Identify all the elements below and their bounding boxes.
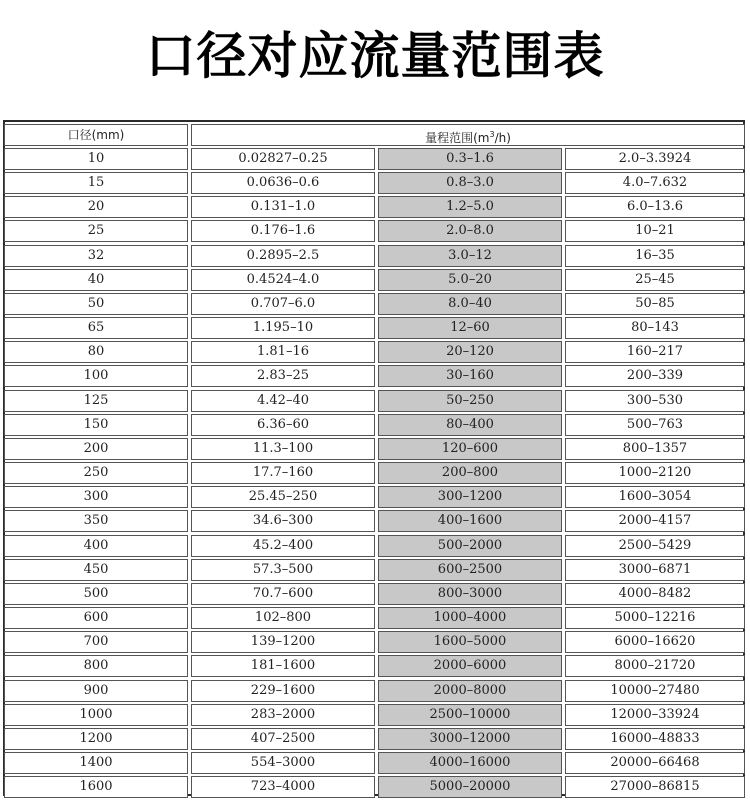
diameter-cell: 500	[4, 583, 188, 605]
diameter-cell: 1000	[4, 704, 188, 726]
range-low-cell: 723–4000	[191, 776, 375, 798]
range-mid-cell: 4000–16000	[378, 752, 562, 774]
diameter-cell: 50	[4, 293, 188, 315]
range-low-cell: 1.81–16	[191, 341, 375, 363]
range-high-cell: 4000–8482	[565, 583, 745, 605]
diameter-cell: 125	[4, 390, 188, 412]
range-high-cell: 2.0–3.3924	[565, 148, 745, 170]
range-mid-cell: 80–400	[378, 414, 562, 436]
range-low-cell: 0.4524–4.0	[191, 269, 375, 291]
diameter-cell: 250	[4, 462, 188, 484]
range-high-cell: 80–143	[565, 317, 745, 339]
table-row	[4, 462, 745, 484]
table-row	[4, 631, 745, 653]
table-row	[4, 414, 745, 436]
diameter-cell: 800	[4, 655, 188, 677]
diameter-cell: 200	[4, 438, 188, 460]
diameter-cell: 900	[4, 680, 188, 702]
range-low-cell: 11.3–100	[191, 438, 375, 460]
range-mid-cell: 20–120	[378, 341, 562, 363]
range-mid-cell: 400–1600	[378, 510, 562, 532]
table-row	[4, 245, 745, 267]
range-mid-cell: 30–160	[378, 365, 562, 387]
range-low-cell: 0.707–6.0	[191, 293, 375, 315]
table-row	[4, 269, 745, 291]
range-high-cell: 4.0–7.632	[565, 172, 745, 194]
table-row	[4, 655, 745, 677]
range-low-cell: 45.2–400	[191, 535, 375, 557]
range-low-cell: 0.2895–2.5	[191, 245, 375, 267]
range-high-cell: 3000–6871	[565, 559, 745, 581]
range-low-cell: 4.42–40	[191, 390, 375, 412]
range-high-cell: 2000–4157	[565, 510, 745, 532]
diameter-cell: 20	[4, 196, 188, 218]
range-mid-cell: 3000–12000	[378, 728, 562, 750]
table-row	[4, 559, 745, 581]
table-row	[4, 704, 745, 726]
range-mid-cell: 120–600	[378, 438, 562, 460]
diameter-cell: 1200	[4, 728, 188, 750]
range-high-cell: 12000–33924	[565, 704, 745, 726]
diameter-cell: 1400	[4, 752, 188, 774]
range-mid-cell: 2.0–8.0	[378, 220, 562, 242]
range-high-cell: 25–45	[565, 269, 745, 291]
range-high-cell: 1600–3054	[565, 486, 745, 508]
range-high-cell: 6000–16620	[565, 631, 745, 653]
table-row	[4, 317, 745, 339]
range-low-cell: 0.131–1.0	[191, 196, 375, 218]
table-row	[4, 510, 745, 532]
diameter-cell: 100	[4, 365, 188, 387]
range-low-cell: 181–1600	[191, 655, 375, 677]
range-mid-cell: 1600–5000	[378, 631, 562, 653]
range-low-cell: 70.7–600	[191, 583, 375, 605]
range-low-cell: 554–3000	[191, 752, 375, 774]
diameter-cell: 1600	[4, 776, 188, 798]
table-header-row	[4, 124, 745, 146]
range-high-cell: 20000–66468	[565, 752, 745, 774]
diameter-cell: 15	[4, 172, 188, 194]
range-mid-cell: 5000–20000	[378, 776, 562, 798]
range-high-cell: 2500–5429	[565, 535, 745, 557]
range-high-cell: 200–339	[565, 365, 745, 387]
range-mid-cell: 800–3000	[378, 583, 562, 605]
diameter-cell: 700	[4, 631, 188, 653]
range-low-cell: 57.3–500	[191, 559, 375, 581]
header-flow-range-prefix: 量程范围(m	[425, 131, 490, 145]
range-mid-cell: 500–2000	[378, 535, 562, 557]
range-low-cell: 229–1600	[191, 680, 375, 702]
range-low-cell: 0.0636–0.6	[191, 172, 375, 194]
range-low-cell: 0.02827–0.25	[191, 148, 375, 170]
range-low-cell: 407–2500	[191, 728, 375, 750]
table-row	[4, 752, 745, 774]
range-high-cell: 500–763	[565, 414, 745, 436]
table-row	[4, 486, 745, 508]
range-mid-cell: 5.0–20	[378, 269, 562, 291]
range-low-cell: 6.36–60	[191, 414, 375, 436]
range-high-cell: 1000–2120	[565, 462, 745, 484]
range-mid-cell: 0.8–3.0	[378, 172, 562, 194]
range-low-cell: 1.195–10	[191, 317, 375, 339]
range-mid-cell: 1000–4000	[378, 607, 562, 629]
range-mid-cell: 0.3–1.6	[378, 148, 562, 170]
table-row	[4, 293, 745, 315]
table-row	[4, 776, 745, 798]
range-high-cell: 50–85	[565, 293, 745, 315]
range-mid-cell: 1.2–5.0	[378, 196, 562, 218]
diameter-cell: 150	[4, 414, 188, 436]
table-row	[4, 583, 745, 605]
range-high-cell: 16000–48833	[565, 728, 745, 750]
range-low-cell: 139–1200	[191, 631, 375, 653]
diameter-cell: 40	[4, 269, 188, 291]
table-row	[4, 438, 745, 460]
range-high-cell: 800–1357	[565, 438, 745, 460]
range-high-cell: 6.0–13.6	[565, 196, 745, 218]
range-mid-cell: 2000–6000	[378, 655, 562, 677]
diameter-cell: 400	[4, 535, 188, 557]
range-low-cell: 283–2000	[191, 704, 375, 726]
range-low-cell: 0.176–1.6	[191, 220, 375, 242]
diameter-cell: 450	[4, 559, 188, 581]
range-high-cell: 300–530	[565, 390, 745, 412]
table-row	[4, 680, 745, 702]
table-row	[4, 535, 745, 557]
range-low-cell: 2.83–25	[191, 365, 375, 387]
header-diameter: 口径(mm)	[4, 124, 188, 146]
header-flow-range-sup: 3	[489, 130, 495, 139]
table-row	[4, 728, 745, 750]
range-mid-cell: 600–2500	[378, 559, 562, 581]
diameter-cell: 300	[4, 486, 188, 508]
range-high-cell: 27000–86815	[565, 776, 745, 798]
diameter-cell: 600	[4, 607, 188, 629]
range-mid-cell: 3.0–12	[378, 245, 562, 267]
range-low-cell: 17.7–160	[191, 462, 375, 484]
range-low-cell: 34.6–300	[191, 510, 375, 532]
table-row	[4, 607, 745, 629]
range-high-cell: 5000–12216	[565, 607, 745, 629]
range-mid-cell: 2500–10000	[378, 704, 562, 726]
range-mid-cell: 50–250	[378, 390, 562, 412]
range-mid-cell: 200–800	[378, 462, 562, 484]
range-high-cell: 160–217	[565, 341, 745, 363]
table-row	[4, 220, 745, 242]
range-high-cell: 10000–27480	[565, 680, 745, 702]
table-row	[4, 148, 745, 170]
range-low-cell: 102–800	[191, 607, 375, 629]
header-flow-range-suffix: /h)	[494, 131, 511, 145]
range-mid-cell: 300–1200	[378, 486, 562, 508]
diameter-cell: 65	[4, 317, 188, 339]
range-mid-cell: 8.0–40	[378, 293, 562, 315]
table-row	[4, 196, 745, 218]
table-row	[4, 172, 745, 194]
range-high-cell: 8000–21720	[565, 655, 745, 677]
table-row	[4, 341, 745, 363]
diameter-cell: 350	[4, 510, 188, 532]
diameter-cell: 80	[4, 341, 188, 363]
range-mid-cell: 2000–8000	[378, 680, 562, 702]
table-row	[4, 365, 745, 387]
range-mid-cell: 12–60	[378, 317, 562, 339]
range-high-cell: 10–21	[565, 220, 745, 242]
range-low-cell: 25.45–250	[191, 486, 375, 508]
diameter-cell: 32	[4, 245, 188, 267]
page-title: 口径对应流量范围表	[145, 27, 605, 85]
header-flow-range	[191, 124, 745, 146]
diameter-cell: 10	[4, 148, 188, 170]
table-row	[4, 390, 745, 412]
range-high-cell: 16–35	[565, 245, 745, 267]
diameter-cell: 25	[4, 220, 188, 242]
